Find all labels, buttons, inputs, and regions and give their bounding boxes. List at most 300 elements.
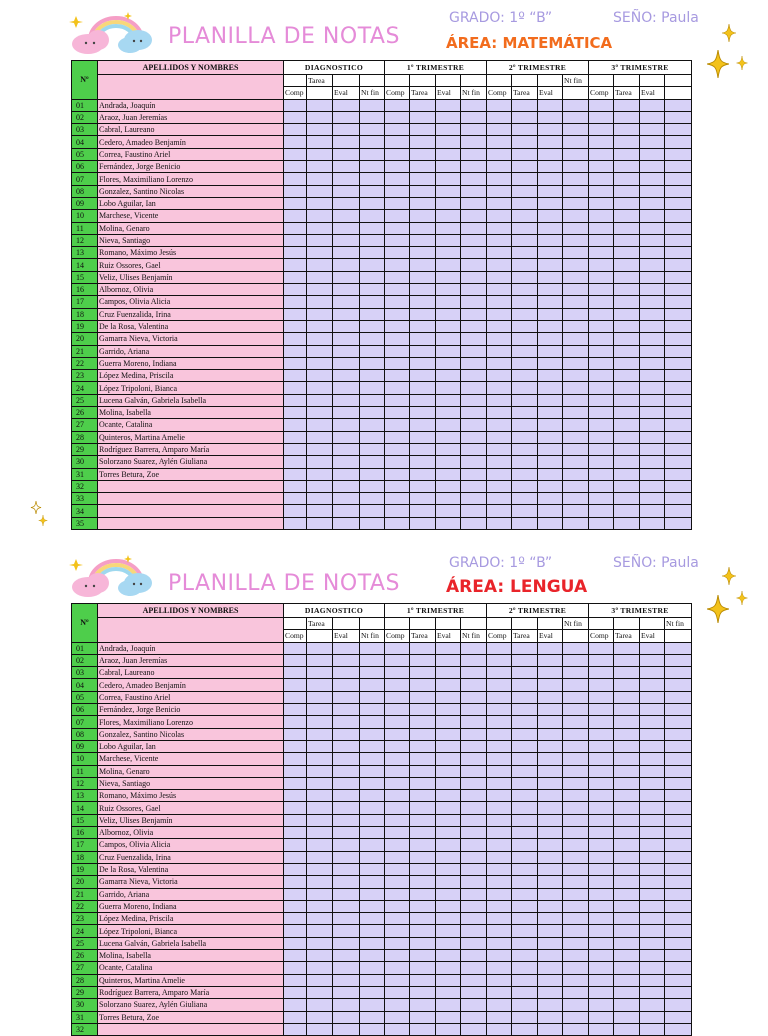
grade-cell[interactable]: [512, 124, 538, 136]
grade-cell[interactable]: [640, 320, 665, 332]
grade-cell[interactable]: [563, 839, 589, 851]
grade-cell[interactable]: [333, 111, 360, 123]
grade-cell[interactable]: [410, 431, 436, 443]
grade-cell[interactable]: [410, 210, 436, 222]
grade-cell[interactable]: [665, 839, 692, 851]
grade-cell[interactable]: [538, 394, 563, 406]
grade-cell[interactable]: [333, 704, 360, 716]
grade-cell[interactable]: [640, 173, 665, 185]
grade-cell[interactable]: [410, 161, 436, 173]
grade-cell[interactable]: [436, 1023, 461, 1035]
grade-cell[interactable]: [563, 197, 589, 209]
grade-cell[interactable]: [538, 247, 563, 259]
grade-cell[interactable]: [640, 124, 665, 136]
grade-cell[interactable]: [614, 185, 640, 197]
grade-cell[interactable]: [385, 937, 410, 949]
grade-cell[interactable]: [307, 925, 333, 937]
grade-cell[interactable]: [284, 802, 307, 814]
grade-cell[interactable]: [360, 851, 385, 863]
grade-cell[interactable]: [385, 716, 410, 728]
grade-cell[interactable]: [614, 480, 640, 492]
grade-cell[interactable]: [487, 802, 512, 814]
grade-cell[interactable]: [360, 148, 385, 160]
grade-cell[interactable]: [614, 517, 640, 529]
grade-cell[interactable]: [436, 814, 461, 826]
grade-cell[interactable]: [307, 111, 333, 123]
grade-cell[interactable]: [410, 777, 436, 789]
grade-cell[interactable]: [461, 124, 487, 136]
grade-cell[interactable]: [589, 333, 614, 345]
grade-cell[interactable]: [333, 900, 360, 912]
grade-cell[interactable]: [563, 161, 589, 173]
grade-cell[interactable]: [333, 962, 360, 974]
grade-cell[interactable]: [385, 950, 410, 962]
grade-cell[interactable]: [665, 99, 692, 111]
grade-cell[interactable]: [512, 517, 538, 529]
grade-cell[interactable]: [665, 111, 692, 123]
grade-cell[interactable]: [385, 357, 410, 369]
grade-cell[interactable]: [563, 925, 589, 937]
grade-cell[interactable]: [385, 1023, 410, 1035]
grade-cell[interactable]: [614, 839, 640, 851]
grade-cell[interactable]: [665, 431, 692, 443]
grade-cell[interactable]: [589, 839, 614, 851]
grade-cell[interactable]: [487, 999, 512, 1011]
grade-cell[interactable]: [360, 99, 385, 111]
grade-cell[interactable]: [614, 259, 640, 271]
grade-cell[interactable]: [385, 888, 410, 900]
grade-cell[interactable]: [563, 468, 589, 480]
grade-cell[interactable]: [360, 802, 385, 814]
grade-cell[interactable]: [589, 654, 614, 666]
grade-cell[interactable]: [461, 456, 487, 468]
grade-cell[interactable]: [436, 679, 461, 691]
grade-cell[interactable]: [538, 839, 563, 851]
grade-cell[interactable]: [461, 431, 487, 443]
grade-cell[interactable]: [284, 407, 307, 419]
grade-cell[interactable]: [360, 753, 385, 765]
grade-cell[interactable]: [333, 827, 360, 839]
grade-cell[interactable]: [614, 691, 640, 703]
grade-cell[interactable]: [487, 308, 512, 320]
grade-cell[interactable]: [461, 480, 487, 492]
grade-cell[interactable]: [307, 284, 333, 296]
grade-cell[interactable]: [487, 333, 512, 345]
grade-cell[interactable]: [563, 333, 589, 345]
grade-cell[interactable]: [538, 259, 563, 271]
grade-cell[interactable]: [360, 517, 385, 529]
grade-cell[interactable]: [307, 740, 333, 752]
grade-cell[interactable]: [436, 505, 461, 517]
grade-cell[interactable]: [640, 468, 665, 480]
grade-cell[interactable]: [436, 259, 461, 271]
grade-cell[interactable]: [665, 234, 692, 246]
grade-cell[interactable]: [589, 234, 614, 246]
grade-cell[interactable]: [614, 419, 640, 431]
grade-cell[interactable]: [512, 876, 538, 888]
grade-cell[interactable]: [436, 136, 461, 148]
grade-cell[interactable]: [284, 863, 307, 875]
grade-cell[interactable]: [487, 443, 512, 455]
grade-cell[interactable]: [360, 505, 385, 517]
grade-cell[interactable]: [563, 814, 589, 826]
grade-cell[interactable]: [563, 937, 589, 949]
grade-cell[interactable]: [487, 468, 512, 480]
grade-cell[interactable]: [333, 839, 360, 851]
grade-cell[interactable]: [410, 753, 436, 765]
grade-cell[interactable]: [512, 962, 538, 974]
grade-cell[interactable]: [461, 333, 487, 345]
grade-cell[interactable]: [461, 827, 487, 839]
grade-cell[interactable]: [589, 296, 614, 308]
grade-cell[interactable]: [461, 913, 487, 925]
grade-cell[interactable]: [385, 999, 410, 1011]
grade-cell[interactable]: [333, 851, 360, 863]
grade-cell[interactable]: [410, 827, 436, 839]
grade-cell[interactable]: [436, 716, 461, 728]
grade-cell[interactable]: [410, 876, 436, 888]
grade-cell[interactable]: [640, 863, 665, 875]
grade-cell[interactable]: [307, 419, 333, 431]
grade-cell[interactable]: [538, 691, 563, 703]
grade-cell[interactable]: [410, 468, 436, 480]
grade-cell[interactable]: [614, 876, 640, 888]
grade-cell[interactable]: [385, 197, 410, 209]
grade-cell[interactable]: [589, 863, 614, 875]
grade-cell[interactable]: [665, 642, 692, 654]
grade-cell[interactable]: [512, 407, 538, 419]
grade-cell[interactable]: [589, 370, 614, 382]
grade-cell[interactable]: [665, 333, 692, 345]
grade-cell[interactable]: [436, 863, 461, 875]
grade-cell[interactable]: [589, 382, 614, 394]
grade-cell[interactable]: [512, 900, 538, 912]
grade-cell[interactable]: [512, 370, 538, 382]
grade-cell[interactable]: [538, 161, 563, 173]
grade-cell[interactable]: [563, 382, 589, 394]
grade-cell[interactable]: [589, 505, 614, 517]
grade-cell[interactable]: [360, 814, 385, 826]
grade-cell[interactable]: [461, 99, 487, 111]
grade-cell[interactable]: [410, 950, 436, 962]
grade-cell[interactable]: [461, 173, 487, 185]
grade-cell[interactable]: [307, 937, 333, 949]
grade-cell[interactable]: [512, 382, 538, 394]
grade-cell[interactable]: [307, 234, 333, 246]
grade-cell[interactable]: [538, 382, 563, 394]
grade-cell[interactable]: [436, 431, 461, 443]
grade-cell[interactable]: [436, 173, 461, 185]
grade-cell[interactable]: [410, 259, 436, 271]
grade-cell[interactable]: [640, 716, 665, 728]
grade-cell[interactable]: [512, 357, 538, 369]
grade-cell[interactable]: [487, 161, 512, 173]
grade-cell[interactable]: [512, 667, 538, 679]
grade-cell[interactable]: [614, 456, 640, 468]
grade-cell[interactable]: [538, 790, 563, 802]
grade-cell[interactable]: [589, 974, 614, 986]
grade-cell[interactable]: [461, 679, 487, 691]
grade-cell[interactable]: [487, 505, 512, 517]
grade-cell[interactable]: [487, 136, 512, 148]
grade-cell[interactable]: [461, 691, 487, 703]
grade-cell[interactable]: [333, 382, 360, 394]
grade-cell[interactable]: [360, 124, 385, 136]
grade-cell[interactable]: [410, 173, 436, 185]
grade-cell[interactable]: [538, 284, 563, 296]
grade-cell[interactable]: [284, 777, 307, 789]
grade-cell[interactable]: [538, 1011, 563, 1023]
grade-cell[interactable]: [665, 667, 692, 679]
grade-cell[interactable]: [487, 839, 512, 851]
grade-cell[interactable]: [436, 827, 461, 839]
grade-cell[interactable]: [333, 493, 360, 505]
grade-cell[interactable]: [640, 642, 665, 654]
grade-cell[interactable]: [461, 863, 487, 875]
grade-cell[interactable]: [307, 247, 333, 259]
grade-cell[interactable]: [284, 962, 307, 974]
grade-cell[interactable]: [436, 704, 461, 716]
grade-cell[interactable]: [385, 320, 410, 332]
grade-cell[interactable]: [360, 765, 385, 777]
grade-cell[interactable]: [360, 394, 385, 406]
grade-cell[interactable]: [487, 986, 512, 998]
grade-cell[interactable]: [333, 937, 360, 949]
grade-cell[interactable]: [284, 382, 307, 394]
grade-cell[interactable]: [284, 480, 307, 492]
grade-cell[interactable]: [410, 925, 436, 937]
grade-cell[interactable]: [563, 704, 589, 716]
grade-cell[interactable]: [436, 667, 461, 679]
grade-cell[interactable]: [665, 185, 692, 197]
grade-cell[interactable]: [563, 962, 589, 974]
grade-cell[interactable]: [284, 654, 307, 666]
grade-cell[interactable]: [487, 124, 512, 136]
grade-cell[interactable]: [410, 271, 436, 283]
grade-cell[interactable]: [487, 259, 512, 271]
grade-cell[interactable]: [307, 308, 333, 320]
grade-cell[interactable]: [461, 765, 487, 777]
grade-cell[interactable]: [461, 777, 487, 789]
grade-cell[interactable]: [665, 468, 692, 480]
grade-cell[interactable]: [665, 136, 692, 148]
grade-cell[interactable]: [640, 111, 665, 123]
grade-cell[interactable]: [410, 839, 436, 851]
grade-cell[interactable]: [563, 136, 589, 148]
grade-cell[interactable]: [487, 394, 512, 406]
grade-cell[interactable]: [512, 271, 538, 283]
grade-cell[interactable]: [360, 308, 385, 320]
grade-cell[interactable]: [512, 691, 538, 703]
grade-cell[interactable]: [512, 827, 538, 839]
grade-cell[interactable]: [589, 937, 614, 949]
grade-cell[interactable]: [284, 443, 307, 455]
grade-cell[interactable]: [614, 124, 640, 136]
grade-cell[interactable]: [487, 888, 512, 900]
grade-cell[interactable]: [385, 148, 410, 160]
grade-cell[interactable]: [410, 222, 436, 234]
grade-cell[interactable]: [410, 517, 436, 529]
grade-cell[interactable]: [487, 197, 512, 209]
grade-cell[interactable]: [461, 370, 487, 382]
grade-cell[interactable]: [512, 333, 538, 345]
grade-cell[interactable]: [436, 357, 461, 369]
grade-cell[interactable]: [360, 271, 385, 283]
grade-cell[interactable]: [665, 900, 692, 912]
grade-cell[interactable]: [665, 493, 692, 505]
grade-cell[interactable]: [665, 222, 692, 234]
grade-cell[interactable]: [410, 333, 436, 345]
grade-cell[interactable]: [385, 247, 410, 259]
grade-cell[interactable]: [410, 1011, 436, 1023]
grade-cell[interactable]: [436, 271, 461, 283]
grade-cell[interactable]: [436, 691, 461, 703]
grade-cell[interactable]: [614, 382, 640, 394]
grade-cell[interactable]: [461, 839, 487, 851]
grade-cell[interactable]: [665, 986, 692, 998]
grade-cell[interactable]: [360, 642, 385, 654]
grade-cell[interactable]: [665, 161, 692, 173]
grade-cell[interactable]: [436, 986, 461, 998]
grade-cell[interactable]: [385, 161, 410, 173]
grade-cell[interactable]: [589, 802, 614, 814]
grade-cell[interactable]: [461, 345, 487, 357]
grade-cell[interactable]: [512, 443, 538, 455]
grade-cell[interactable]: [333, 679, 360, 691]
grade-cell[interactable]: [563, 505, 589, 517]
grade-cell[interactable]: [436, 210, 461, 222]
grade-cell[interactable]: [563, 888, 589, 900]
grade-cell[interactable]: [307, 517, 333, 529]
grade-cell[interactable]: [284, 716, 307, 728]
grade-cell[interactable]: [512, 925, 538, 937]
grade-cell[interactable]: [385, 777, 410, 789]
grade-cell[interactable]: [563, 370, 589, 382]
grade-cell[interactable]: [512, 839, 538, 851]
grade-cell[interactable]: [360, 370, 385, 382]
grade-cell[interactable]: [461, 259, 487, 271]
grade-cell[interactable]: [360, 480, 385, 492]
grade-cell[interactable]: [563, 271, 589, 283]
grade-cell[interactable]: [589, 925, 614, 937]
grade-cell[interactable]: [563, 740, 589, 752]
grade-cell[interactable]: [284, 124, 307, 136]
grade-cell[interactable]: [284, 456, 307, 468]
grade-cell[interactable]: [512, 790, 538, 802]
grade-cell[interactable]: [385, 308, 410, 320]
grade-cell[interactable]: [284, 308, 307, 320]
grade-cell[interactable]: [614, 407, 640, 419]
grade-cell[interactable]: [333, 308, 360, 320]
grade-cell[interactable]: [436, 222, 461, 234]
grade-cell[interactable]: [284, 136, 307, 148]
grade-cell[interactable]: [360, 173, 385, 185]
grade-cell[interactable]: [436, 480, 461, 492]
grade-cell[interactable]: [410, 937, 436, 949]
grade-cell[interactable]: [333, 407, 360, 419]
grade-cell[interactable]: [512, 740, 538, 752]
grade-cell[interactable]: [307, 950, 333, 962]
grade-cell[interactable]: [385, 185, 410, 197]
grade-cell[interactable]: [640, 284, 665, 296]
grade-cell[interactable]: [284, 419, 307, 431]
grade-cell[interactable]: [333, 333, 360, 345]
grade-cell[interactable]: [461, 517, 487, 529]
grade-cell[interactable]: [512, 320, 538, 332]
grade-cell[interactable]: [487, 185, 512, 197]
grade-cell[interactable]: [614, 962, 640, 974]
grade-cell[interactable]: [410, 443, 436, 455]
grade-cell[interactable]: [563, 480, 589, 492]
grade-cell[interactable]: [436, 456, 461, 468]
grade-cell[interactable]: [589, 124, 614, 136]
grade-cell[interactable]: [333, 753, 360, 765]
grade-cell[interactable]: [461, 728, 487, 740]
grade-cell[interactable]: [461, 407, 487, 419]
grade-cell[interactable]: [307, 136, 333, 148]
grade-cell[interactable]: [307, 456, 333, 468]
grade-cell[interactable]: [512, 99, 538, 111]
grade-cell[interactable]: [410, 136, 436, 148]
grade-cell[interactable]: [487, 1011, 512, 1023]
grade-cell[interactable]: [563, 407, 589, 419]
grade-cell[interactable]: [487, 173, 512, 185]
grade-cell[interactable]: [589, 284, 614, 296]
grade-cell[interactable]: [436, 654, 461, 666]
grade-cell[interactable]: [333, 863, 360, 875]
grade-cell[interactable]: [436, 765, 461, 777]
grade-cell[interactable]: [487, 382, 512, 394]
grade-cell[interactable]: [640, 480, 665, 492]
grade-cell[interactable]: [284, 210, 307, 222]
grade-cell[interactable]: [640, 234, 665, 246]
grade-cell[interactable]: [487, 777, 512, 789]
grade-cell[interactable]: [284, 1023, 307, 1035]
grade-cell[interactable]: [640, 728, 665, 740]
grade-cell[interactable]: [614, 161, 640, 173]
grade-cell[interactable]: [307, 382, 333, 394]
grade-cell[interactable]: [307, 716, 333, 728]
grade-cell[interactable]: [640, 937, 665, 949]
grade-cell[interactable]: [360, 210, 385, 222]
grade-cell[interactable]: [307, 704, 333, 716]
grade-cell[interactable]: [436, 407, 461, 419]
grade-cell[interactable]: [640, 691, 665, 703]
grade-cell[interactable]: [589, 443, 614, 455]
grade-cell[interactable]: [333, 716, 360, 728]
grade-cell[interactable]: [360, 320, 385, 332]
grade-cell[interactable]: [640, 925, 665, 937]
grade-cell[interactable]: [665, 999, 692, 1011]
grade-cell[interactable]: [333, 222, 360, 234]
grade-cell[interactable]: [487, 790, 512, 802]
grade-cell[interactable]: [284, 296, 307, 308]
grade-cell[interactable]: [284, 493, 307, 505]
grade-cell[interactable]: [487, 148, 512, 160]
grade-cell[interactable]: [385, 173, 410, 185]
grade-cell[interactable]: [640, 999, 665, 1011]
grade-cell[interactable]: [563, 999, 589, 1011]
grade-cell[interactable]: [665, 517, 692, 529]
grade-cell[interactable]: [665, 802, 692, 814]
grade-cell[interactable]: [410, 851, 436, 863]
grade-cell[interactable]: [640, 827, 665, 839]
grade-cell[interactable]: [563, 728, 589, 740]
grade-cell[interactable]: [436, 950, 461, 962]
grade-cell[interactable]: [614, 148, 640, 160]
grade-cell[interactable]: [563, 777, 589, 789]
grade-cell[interactable]: [563, 654, 589, 666]
